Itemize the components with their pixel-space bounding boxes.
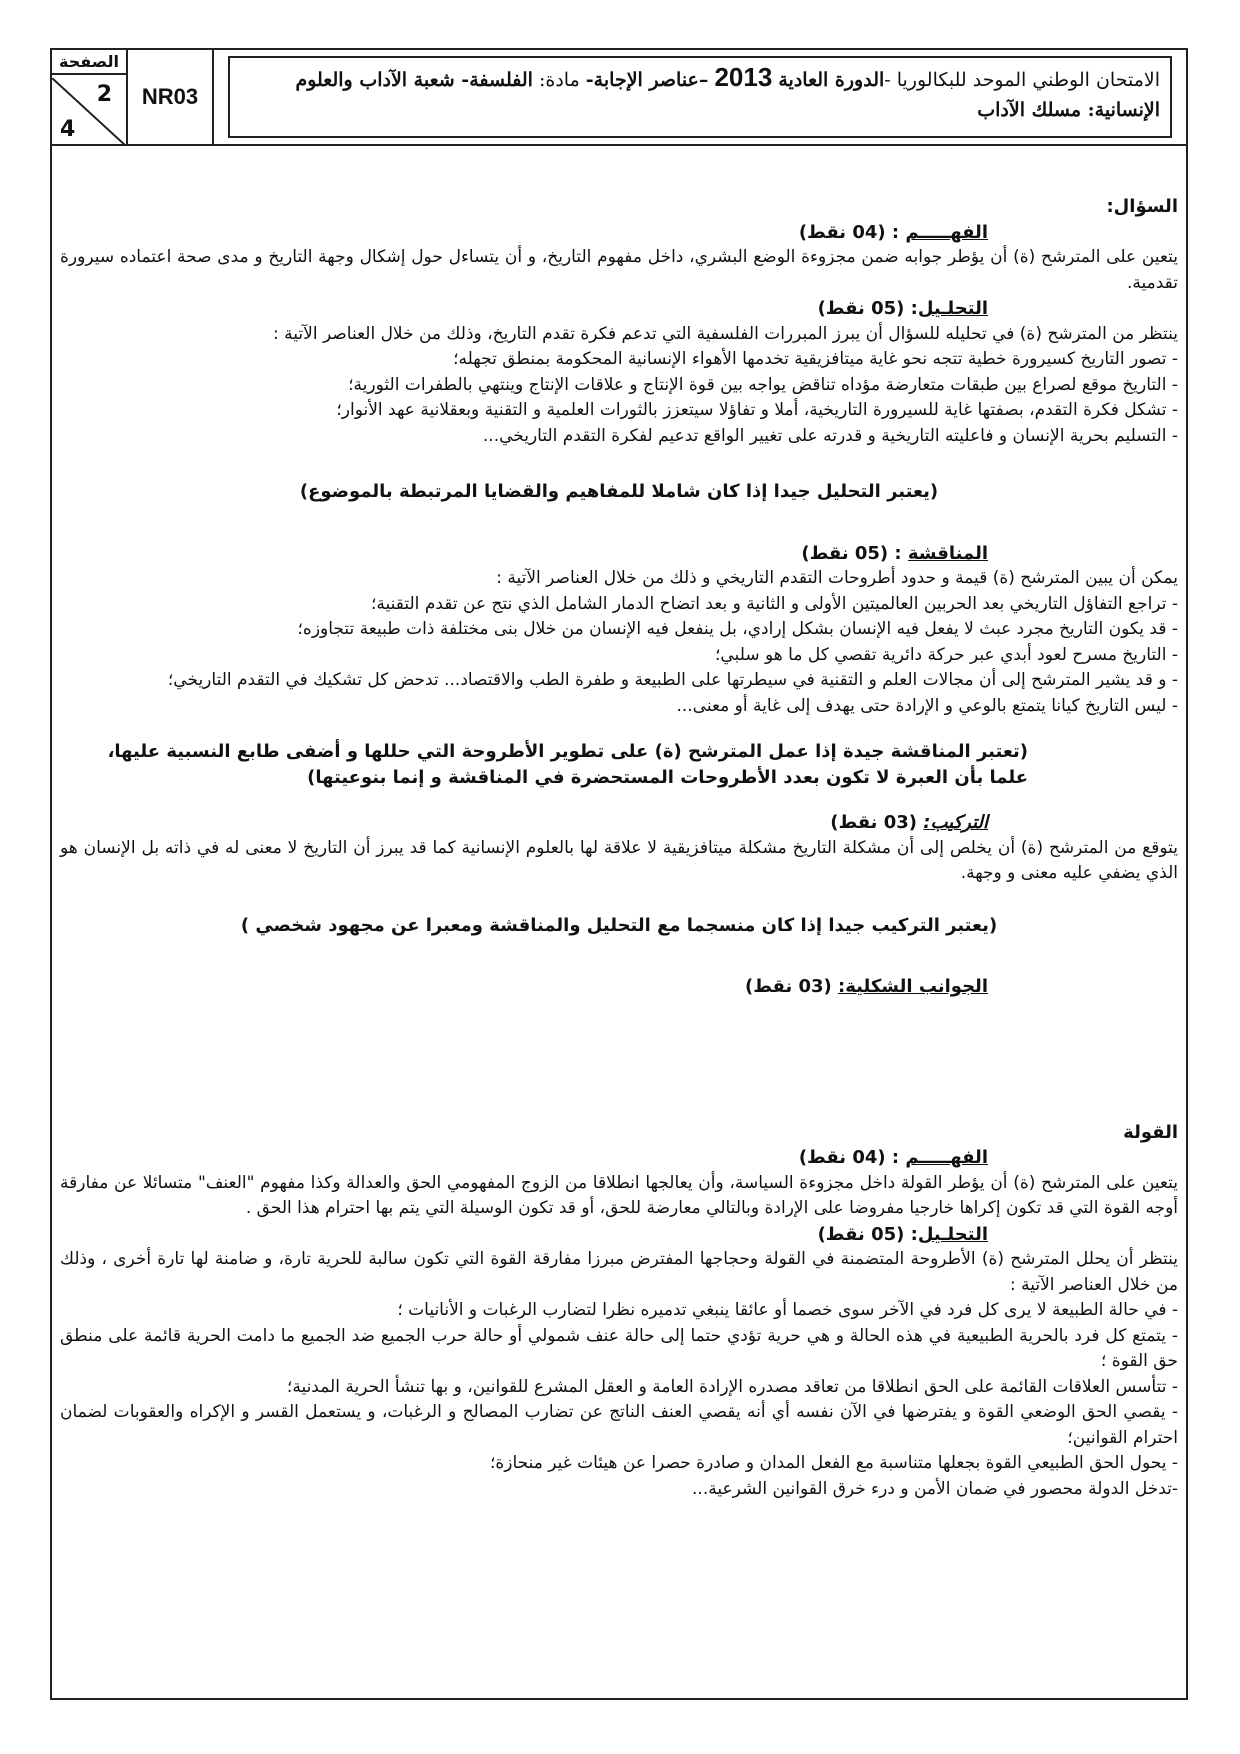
list-item: -تدخل الدولة محصور في ضمان الأمن و درء خرق القوانين الشرعية...	[692, 1478, 1178, 1499]
question-formal-points: (03 نقط)	[744, 976, 839, 997]
question-synthesis-text: يتوقع من المترشح (ة) أن يخلص إلى أن مشكلة التاريخ مشكلة ميتافزيقية لا علاقة لها بالعلوم الإنسانية كما قد يبرز أن التاريخ لا معنى له في ذاته بل الإنسان هو الذي يضفي عليه معنى و وجهة.	[60, 837, 1178, 883]
exam-title	[228, 56, 1172, 138]
page-label: الصفحة	[52, 52, 126, 75]
title-year: 2013	[714, 62, 773, 92]
quote-analysis-heading	[60, 1222, 1178, 1248]
title-track: الإنسانية: مسلك الآداب	[977, 99, 1160, 121]
list-item: - تراجع التفاؤل التاريخي بعد الحربين العالميتين الأولى و الثانية و بعد اتضاح الدمار الشامل الذي نتج عن تقدم التقنية؛	[371, 593, 1178, 614]
question-discussion-intro: يمكن أن يبين المترشح (ة) قيمة و حدود أطروحات التقدم التاريخي و ذلك من خلال العناصر الآتية :	[496, 568, 1178, 588]
question-understanding-heading	[60, 220, 1178, 246]
quote-heading: القولة	[1123, 1121, 1178, 1143]
list-item: - تشكل فكرة التقدم، بصفتها غاية للسيرورة التاريخية، أملا و تفاؤلا سيتعزز بالثورات العلمية و التقنية وبعقلانية عهد الأنوار؛	[336, 400, 1178, 420]
title-subject-prefix: مادة:	[532, 69, 586, 91]
list-item: - التسليم بحرية الإنسان و فاعليته التاريخية و قدرته على تغيير الواقع تدعيم لفكرة التقدم التاريخي...	[482, 425, 1178, 446]
title-answers: –عناصر الإجابة-	[585, 69, 709, 91]
quote-analysis-label: التحلـيل	[917, 1223, 988, 1245]
question-discussion-label: المناقشة	[907, 542, 988, 564]
list-item: - و قد يشير المترشح إلى أن مجالات العلم و التقنية في سيطرتها على الطبيعة و طفرة الطب والاقتصاد... تدحض كل تشكيك في التقدم التاريخي؛	[167, 670, 1178, 690]
list-item: - ليس التاريخ كيانا يتمتع بالوعي و الإرادة حتى يهدف إلى غاية أو معنى...	[676, 695, 1178, 716]
question-understanding-text: يتعين على المترشح (ة) أن يؤطر جوابه ضمن مجزوءة الوضع البشري، داخل مفهوم التاريخ، و أن يتساءل حول إشكال وجهة التاريخ و مدى صحة اعتماده سيرورة تقدمية.	[60, 247, 1178, 293]
question-understanding-points: : (04 نقط)	[798, 221, 906, 243]
list-item: - في حالة الطبيعة لا يرى كل فرد في الآخر سوى خصما أو عائقا ينبغي تدميره نظرا لتضارب الرغبات و الأنانيات ؛	[397, 1300, 1178, 1320]
question-synthesis-note: (يعتبر التركيب جيدا إذا كان منسجما مع التحليل والمناقشة ومعبرا عن مجهود شخصي )	[240, 914, 998, 936]
list-item: - يحول الحق الطبيعي القوة بجعلها متناسبة مع الفعل المدان و صادرة حصرا عن هيئات غير منحازة؛	[489, 1453, 1178, 1473]
list-item: - يقصي الحق الوضعي القوة و يفترضها في الآن نفسه أي أنه يقصي العنف الناتج عن تضارب المصالح و الرغبات، و يستعمل القسر و الإكراه والعقوبات لضمان احترام القوانين؛	[60, 1402, 1178, 1448]
question-heading: السؤال:	[1106, 196, 1178, 217]
question-discussion-note: (تعتبر المناقشة جيدة إذا عمل المترشح (ة) على تطوير الأطروحة التي حللها و أضفى طابع النسبية عليها، علما بأن العبرة لا تكون بعدد الأطروحات المستحضرة في المناقشة و إنما بنوعيتها)	[107, 741, 1028, 788]
quote-analysis-points: : (05 نقط)	[817, 1223, 918, 1245]
list-item: - تصور التاريخ كسيرورة خطية تتجه نحو غاية ميتافزيقية تخدمها الأهواء الإنسانية المحكومة بمنطق تجهله؛	[453, 349, 1178, 369]
page-total: 4	[60, 117, 76, 142]
question-analysis-label: التحلـيل	[917, 298, 988, 319]
exam-code: NR03	[128, 50, 214, 144]
question-formal-label: الجوانب الشكلية:	[838, 976, 988, 997]
title-subject: الفلسفة- شعبة الآداب والعلوم	[295, 69, 533, 91]
list-item: - تتأسس العلاقات القائمة على الحق انطلاقا من تعاقد مصدره الإرادة العامة و العقل المشرع للقوانين، و بها تنشأ الحرية المدنية؛	[286, 1376, 1178, 1397]
list-item: - التاريخ مسرح لعود أبدي عبر حركة دائرية تقصي كل ما هو سلبي؛	[715, 644, 1178, 665]
exam-title-line-2	[240, 95, 1160, 125]
question-formal-heading	[60, 974, 1178, 1000]
spacer	[60, 1000, 1178, 1120]
question-synthesis-label: التركيب:	[923, 812, 988, 833]
question-analysis-intro: ينتظر من المترشح (ة) في تحليله للسؤال أن يبرز المبررات الفلسفية التي تدعم فكرة تقدم التاريخ، وذلك من خلال العناصر الآتية :	[273, 323, 1178, 344]
title-session: الدورة العادية	[778, 69, 885, 91]
page-number-box	[52, 50, 128, 144]
page-frame	[50, 48, 1188, 1700]
question-discussion-points: : (05 نقط)	[801, 542, 908, 564]
quote-understanding-heading	[60, 1145, 1178, 1171]
exam-header	[52, 50, 1186, 146]
quote-understanding-text: يتعين على المترشح (ة) أن يؤطر القولة داخل مجزوءة السياسة، وأن يعالجها انطلاقا من الزوج المفهومي الحق والعدالة وكذا مفهوم "العنف" متسائلا عن مفارقة أوجه القوة التي قد تكون إكراها خارجيا مفروضا على الإرادة وبالتالي معارضة للحق، أو قد تكون الوسيلة التي يتم بها احترام هذا الحق .	[60, 1172, 1178, 1218]
title-exam-name: الامتحان الوطني الموحد للبكالوريا -	[884, 69, 1160, 91]
question-analysis-heading	[60, 296, 1178, 322]
answer-content	[60, 156, 1178, 1694]
question-synthesis-heading	[60, 810, 1178, 836]
list-item: - يتمتع كل فرد بالحرية الطبيعية في هذه الحالة و هي حرية تؤدي حتما إلى حالة عنف شمولي أو حالة حرب الجميع ضد الجميع ما دامت الحرية قائمة على منطق حق القوة ؛	[60, 1325, 1178, 1371]
quote-analysis-intro: ينتظر أن يحلل المترشح (ة) الأطروحة المتضمنة في القولة وحجاجها المفترض مبرزا مفارقة القوة التي تكون سالبة للحرية تارة، و ضامنة لها تارة أخرى ، وذلك من خلال العناصر الآتية :	[60, 1249, 1178, 1295]
exam-title-box	[214, 50, 1186, 144]
page-number: 2	[96, 82, 112, 107]
list-item: - التاريخ موقع لصراع بين طبقات متعارضة مؤداه تناقض يواجه بين قوة الإنتاج و علاقات الإنتاج وينتهي بالطفرات الثورية؛	[348, 374, 1178, 395]
question-analysis-points: : (05 نقط)	[817, 298, 918, 319]
question-analysis-note: (يعتبر التحليل جيدا إذا كان شاملا للمفاهيم والقضايا المرتبطة بالموضوع)	[299, 481, 939, 502]
list-item: - قد يكون التاريخ مجرد عبث لا يفعل فيه الإنسان بشكل إرادي، بل ينفعل فيه الإنسان من خلال بنى مختلفة ذات طبيعة تتجاوزه؛	[297, 619, 1178, 639]
quote-understanding-label: الفهـــــم	[905, 1147, 988, 1168]
question-discussion-heading	[60, 541, 1178, 567]
question-synthesis-points: (03 نقط)	[830, 812, 924, 833]
quote-understanding-points: : (04 نقط)	[798, 1147, 906, 1168]
question-understanding-label: الفهـــــم	[905, 221, 988, 243]
exam-title-line-1	[240, 62, 1160, 95]
